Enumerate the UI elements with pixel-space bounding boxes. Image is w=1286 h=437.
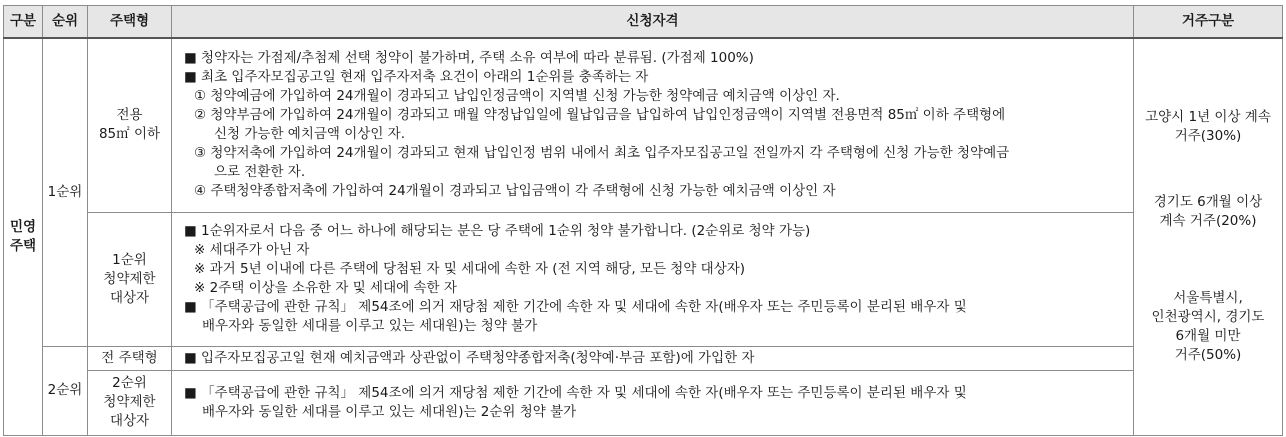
type-line: 대상자 bbox=[109, 413, 150, 429]
rank1-qualification-b bbox=[172, 212, 1134, 346]
residence-line: 인천광역시, 경기도 bbox=[1151, 309, 1265, 326]
table-row bbox=[4, 370, 1283, 435]
header-row bbox=[4, 6, 1283, 39]
residence-line: 6개월 미만 bbox=[1175, 328, 1241, 345]
division-cell bbox=[4, 38, 43, 435]
rank2-qualification-b bbox=[172, 370, 1134, 435]
header-residence: 거주구분 bbox=[1134, 6, 1283, 39]
residence-gyeonggi bbox=[1134, 193, 1282, 231]
division-line: 주택 bbox=[9, 237, 37, 254]
residence-line: 서울특별시, bbox=[1173, 290, 1243, 307]
qual-line: ※ 세대주가 아닌 자 bbox=[194, 242, 310, 258]
qual-line: ■ 최초 입주자모집공고일 현재 입주자저축 요건이 아래의 1순위를 충족하는 자 bbox=[184, 69, 649, 86]
rank1-type-a bbox=[88, 38, 172, 212]
type-line: 청약제한 bbox=[103, 394, 156, 410]
qual-line: ■ 「주택공급에 관한 규칙」 제54조에 의거 재당첨 제한 기간에 속한 자 및 세대에 속한 자(배우자 또는 주민등록이 분리된 배우자 및 bbox=[184, 384, 967, 401]
qual-line: 배우자와 동일한 세대를 이루고 있는 세대원)는 2순위 청약 불가 bbox=[202, 403, 577, 420]
residence-goyang bbox=[1134, 108, 1282, 146]
qual-line: 배우자와 동일한 세대를 이루고 있는 세대원)는 청약 불가 bbox=[202, 318, 538, 334]
residence-line: 거주(50%) bbox=[1174, 347, 1242, 364]
qual-line: ※ 2주택 이상을 소유한 자 및 세대에 속한 자 bbox=[194, 280, 457, 296]
qual-line: ④ 주택청약종합저축에 가입하여 24개월이 경과되고 납입금액이 각 주택형에 신청 가능한 예치금액 이상인 자 bbox=[194, 183, 836, 200]
residence-line: 고양시 1년 이상 계속 bbox=[1145, 109, 1271, 126]
type-line: 2순위 bbox=[112, 375, 147, 391]
division-line: 민영 bbox=[9, 218, 37, 235]
type-line: 1순위 bbox=[112, 251, 147, 268]
table-row bbox=[4, 38, 1283, 212]
qual-line: 신청 가능한 예치금액 이상인 자. bbox=[214, 126, 405, 143]
residence-line: 계속 거주(20%) bbox=[1159, 213, 1257, 230]
residence-other bbox=[1134, 289, 1282, 365]
qual-line: ■ 「주택공급에 관한 규칙」 제54조에 의거 재당첨 제한 기간에 속한 자 및 세대에 속한 자(배우자 또는 주민등록이 분리된 배우자 및 bbox=[184, 299, 967, 315]
rank1-qualification-a bbox=[172, 38, 1134, 212]
residence-line: 경기도 6개월 이상 bbox=[1153, 194, 1263, 211]
table-row bbox=[4, 346, 1283, 370]
qual-line: ※ 과거 5년 이내에 다른 주택에 당첨된 자 및 세대에 속한 자 (전 지역 해당, 모든 청약 대상자) bbox=[194, 261, 746, 277]
rank2-type-a: 전 주택형 bbox=[88, 346, 172, 370]
qualification-table bbox=[3, 5, 1283, 436]
qual-line: ① 청약예금에 가입하여 24개월이 경과되고 납입인정금액이 지역별 신청 가능한 청약예금 예치금액 이상인 자. bbox=[194, 88, 840, 105]
rank2-cell: 2순위 bbox=[43, 346, 88, 435]
type-line: 대상자 bbox=[109, 289, 150, 306]
rank2-type-b bbox=[88, 370, 172, 435]
qual-line: ■ 청약자는 가점제/추첨제 선택 청약이 불가하며, 주택 소유 여부에 따라 분류됨. (가점제 100%) bbox=[184, 50, 754, 67]
type-line: 전용 bbox=[116, 107, 143, 124]
rank1-cell: 1순위 bbox=[43, 38, 88, 346]
rank2-qualification-a bbox=[172, 346, 1134, 370]
type-line: 청약제한 bbox=[103, 270, 156, 287]
qual-line: ■ 1순위자로서 다음 중 어느 하나에 해당되는 분은 당 주택에 1순위 청약 불가합니다. (2순위로 청약 가능) bbox=[184, 223, 811, 239]
residence-cell bbox=[1134, 38, 1283, 435]
qual-line: ■ 입주자모집공고일 현재 예치금액과 상관없이 주택청약종합저축(청약예·부금 포함)에 가입한 자 bbox=[184, 349, 755, 366]
header-rank: 순위 bbox=[43, 6, 88, 39]
header-housing-type: 주택형 bbox=[88, 6, 172, 39]
table-row bbox=[4, 212, 1283, 346]
header-division: 구분 bbox=[4, 6, 43, 39]
qual-line: ② 청약부금에 가입하여 24개월이 경과되고 매월 약정납입일에 월납입금을 납입하여 납입인정금액이 지역별 전용면적 85㎡ 이하 주택형에 bbox=[194, 107, 1006, 124]
residence-line: 거주(30%) bbox=[1174, 128, 1242, 145]
qual-line: ③ 청약저축에 가입하여 24개월이 경과되고 현재 납입인정 범위 내에서 최초 입주자모집공고일 전일까지 각 주택형에 신청 가능한 청약예금 bbox=[194, 145, 1010, 162]
header-qualification: 신청자격 bbox=[172, 6, 1134, 39]
type-line: 85㎡ 이하 bbox=[98, 126, 161, 143]
rank1-type-b bbox=[88, 212, 172, 346]
qual-line: 으로 전환한 자. bbox=[214, 164, 306, 181]
